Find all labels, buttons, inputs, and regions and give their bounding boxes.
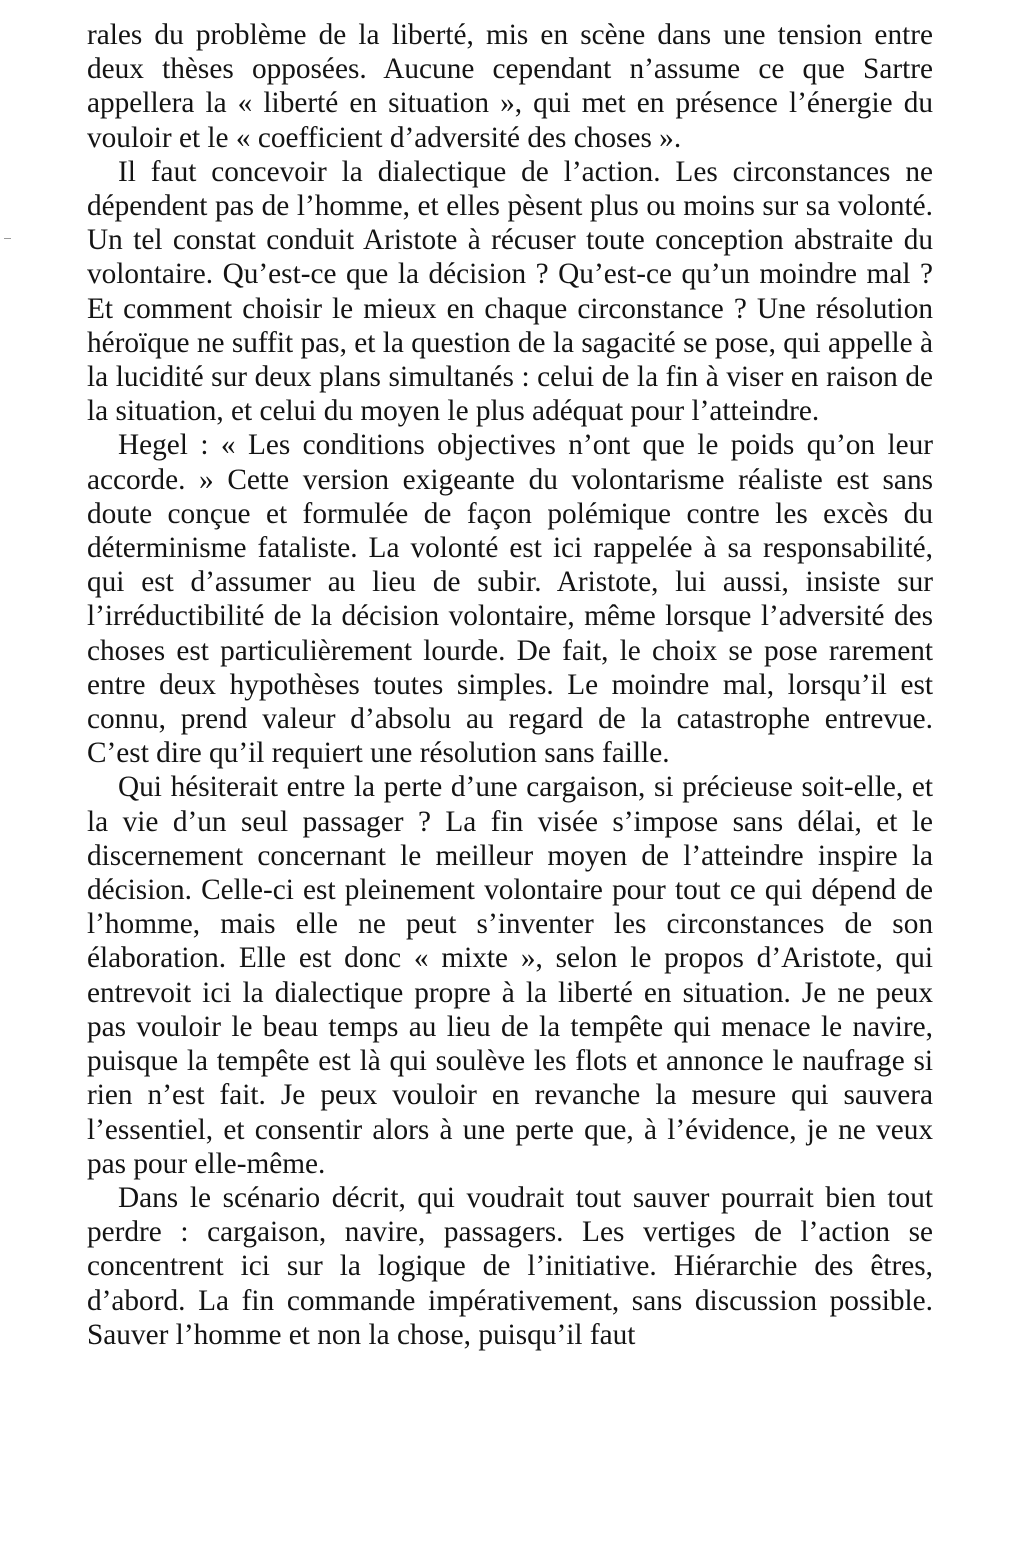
- paragraph-scenario: Dans le scénario décrit, qui voudrait tout sauver pourrait bien tout perdre : cargaison, navire, passagers. Les vertiges de l’action se concentrent ici sur la logique de l’initiative. Hiérarchie des êtres, d’abord. La fin commande impérativement, sans discussion possible. Sauver l’homme et non la chose, puisqu’il faut: [87, 1181, 933, 1351]
- page-edge-mark: [4, 238, 11, 239]
- body-text: [87, 18, 933, 1352]
- paragraph-continued: rales du problème de la liberté, mis en scène dans une tension entre deux thèses opposées. Aucune cependant n’assume ce que Sartre appellera la « liberté en situation », qui met en présence l’énergie du vouloir et le « coefficient d’adversité des choses ».: [87, 19, 933, 154]
- paragraph-hegel: Hegel : « Les conditions objectives n’ont que le poids qu’on leur accorde. » Cette version exigeante du volontarisme réaliste est sans doute conçue et formulée de façon polémique contre les excès du déterminisme fataliste. La volonté est ici rappelée à sa responsabilité, qui est d’assumer au lieu de subir. Aristote, lui aussi, insiste sur l’irréductibilité de la décision volontaire, même lorsque l’adversité des choses est particulièrement lourde. De fait, le choix se pose rarement entre deux hypothèses toutes simples. Le moindre mal, lorsqu’il est connu, prend valeur d’absolu au regard de la catastrophe entrevue. C’est dire qu’il requiert une résolution sans faille.: [87, 429, 933, 770]
- paragraph-dialectique-action: Il faut concevoir la dialectique de l’action. Les circonstances ne dépendent pas de l’homme, et elles pèsent plus ou moins sur sa volonté. Un tel constat conduit Aristote à récuser toute conception abstraite du volontaire. Qu’est-ce que la décision ? Qu’est-ce qu’un moindre mal ? Et comment choisir le mieux en chaque circonstance ? Une résolution héroïque ne suffit pas, et la question de la sagacité se pose, qui appelle à la lucidité sur deux plans simultanés : celui de la fin à viser en raison de la situation, et celui du moyen le plus adéquat pour l’atteindre.: [87, 155, 933, 428]
- paragraph-cargaison: Qui hésiterait entre la perte d’une cargaison, si précieuse soit-elle, et la vie d’un seul passager ? La fin visée s’impose sans délai, et le discernement concernant le meilleur moyen de l’atteindre inspire la décision. Celle-ci est pleinement volontaire pour tout ce qui dépend de l’homme, mais elle ne peut s’inventer les circonstances de son élaboration. Elle est donc « mixte », selon le propos d’Aristote, qui entrevoit ici la dialectique propre à la liberté en situation. Je ne peux pas vouloir le beau temps au lieu de la tempête qui menace le navire, puisque la tempête est là qui soulève les flots et annonce le naufrage si rien n’est fait. Je peux vouloir en revanche la mesure qui sauvera l’essentiel, et consentir alors à une perte que, à l’évidence, je ne veux pas pour elle-même.: [87, 771, 933, 1180]
